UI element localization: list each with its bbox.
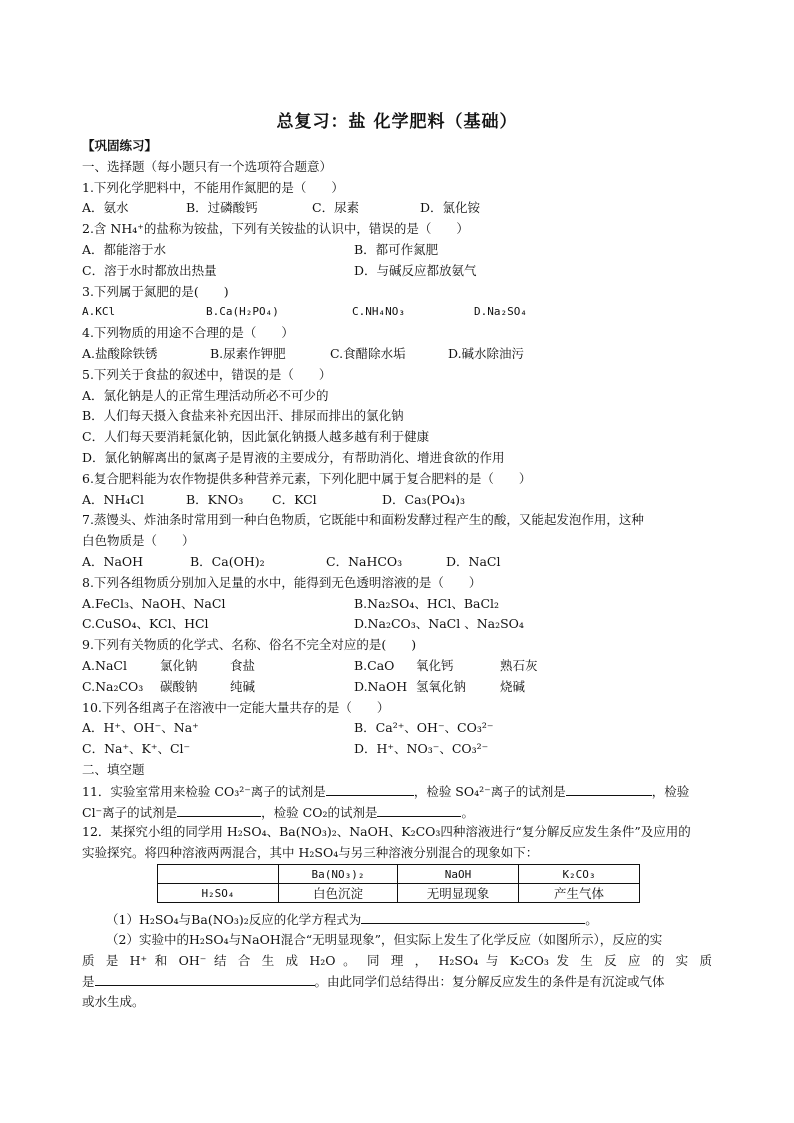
subquestion-2-line3 <box>82 971 712 992</box>
option-a: A.盐酸除铁锈 <box>82 345 158 361</box>
question-11-text: Cl⁻离子的试剂是 <box>82 804 178 820</box>
answer-blank[interactable] <box>361 909 585 924</box>
option-c: C．尿素 <box>312 200 360 216</box>
option-c: C.食醋除水垢 <box>330 345 406 361</box>
option-b: B.尿素作钾肥 <box>210 345 286 361</box>
option-a: A．NH₄Cl <box>82 491 144 507</box>
table-cell: 产生气体 <box>519 884 640 903</box>
subquestion-1-end: 。 <box>585 912 598 927</box>
option-c: C．NaHCO₃ <box>326 553 403 569</box>
option-b: B．Ca(OH)₂ <box>190 553 265 569</box>
option-d: D.碱水除油污 <box>448 345 525 361</box>
option-a: A．氨水 <box>82 200 129 216</box>
question-11-text: ，检验 SO₄²⁻离子的试剂是 <box>413 783 566 799</box>
common-name: 烧碱 <box>500 678 526 694</box>
question-12-stem-cont: 实验探究。将四种溶液两两混合，其中 H₂SO₄与另三种溶液分别混合的现象如下： <box>82 845 539 861</box>
option-a <box>82 656 354 677</box>
table-header-row <box>158 865 640 884</box>
formula: D.NaOH <box>354 678 408 694</box>
subquestion-2-text: 。由此同学们总结得出：复分解反应发生的条件是有沉淀或气体 <box>314 974 665 990</box>
question-9-options-row1 <box>82 656 712 677</box>
question-11-text: 11．实验室常用来检验 CO₃²⁻离子的试剂是 <box>82 783 326 799</box>
option-d: D．H⁺、NO₃⁻、CO₃²⁻ <box>354 741 489 757</box>
option-a: A．都能溶于水 <box>82 241 167 257</box>
option-a: A.FeCl₃、NaOH、NaCl <box>82 595 226 611</box>
question-11-text: ，检验 CO₂的试剂是 <box>261 804 378 820</box>
question-1-options <box>82 198 712 219</box>
section-badge: 【巩固练习】 <box>82 138 158 153</box>
subquestion-2-line2: 质 是 H⁺ 和 OH⁻ 结 合 生 成 H₂O 。 同 理 ， H₂SO₄ 与 K₂CO₃ 发 生 反 应 的 实 质 <box>82 952 712 968</box>
question-4-stem: 4.下列物质的用途不合理的是（ ） <box>82 325 294 341</box>
option-d: D.Na₂SO₄ <box>474 305 527 319</box>
option-c: C.CuSO₄、KCl、HCl <box>82 616 209 632</box>
option-b: B.Na₂SO₄、HCl、BaCl₂ <box>354 595 500 611</box>
option-d: D．氯化铵 <box>420 200 481 216</box>
question-10-stem: 10.下列各组离子在溶液中一定能大量共存的是（ ） <box>82 699 390 715</box>
table-cell: 白色沉淀 <box>279 884 398 903</box>
option-c: C．KCl <box>272 491 317 507</box>
chemical-name: 氯化钠 <box>160 657 198 673</box>
section-heading-fill: 二、填空题 <box>82 761 145 777</box>
question-7-stem-cont: 白色物质是（ ） <box>82 533 195 549</box>
question-8-options-row2 <box>82 614 712 635</box>
observation-table <box>157 864 640 903</box>
question-11-line2 <box>82 802 712 823</box>
option-c: C.NH₄NO₃ <box>352 305 405 319</box>
question-8-stem: 8.下列各组物质分别加入足量的水中，能得到无色透明溶液的是（ ） <box>82 574 482 590</box>
question-3-options <box>82 302 712 323</box>
question-5-stem: 5.下列关于食盐的叙述中，错误的是（ ） <box>82 366 332 382</box>
chemical-name: 碳酸钠 <box>160 678 198 694</box>
formula: B.CaO <box>354 657 395 673</box>
subquestion-2-line1: （2）实验中的H₂SO₄与NaOH混合“无明显现象”，但实际上发生了化学反应（如图所示），反应的实 <box>106 931 663 947</box>
option-a: A.KCl <box>82 305 116 319</box>
table-header-cell: K₂CO₃ <box>519 865 640 884</box>
question-6-options <box>82 490 712 511</box>
option-c <box>82 677 354 698</box>
question-9-stem: 9.下列有关物质的化学式、名称、俗名不完全对应的是( ) <box>82 637 417 653</box>
section-heading-choice: 一、选择题（每小题只有一个选项符合题意） <box>82 158 333 174</box>
answer-blank[interactable] <box>177 802 261 817</box>
option-d: D．与碱反应都放氨气 <box>354 262 477 278</box>
option-c: C．溶于水时都放出热量 <box>82 262 217 278</box>
option-b: B．Ca²⁺、OH⁻、CO₃²⁻ <box>354 720 494 736</box>
subquestion-1-text: （1）H₂SO₄与Ba(NO₃)₂反应的化学方程式为 <box>106 912 362 927</box>
table-header-cell: NaOH <box>398 865 519 884</box>
question-11-line1 <box>82 781 712 802</box>
table-row <box>158 884 640 903</box>
question-1-stem: 1.下列化学肥料中，不能用作氮肥的是（ ） <box>82 179 344 195</box>
question-2-options-row2 <box>82 261 712 282</box>
question-12-subquestions <box>82 909 712 1013</box>
question-11-text: ，检验 <box>651 783 690 799</box>
subquestion-2-text: 是 <box>82 974 95 990</box>
option-b <box>354 656 626 677</box>
question-3-stem: 3.下列属于氮肥的是( ) <box>82 283 229 299</box>
common-name: 纯碱 <box>230 678 256 694</box>
question-4-options <box>82 344 712 365</box>
option-b: B．都可作氮肥 <box>354 241 439 257</box>
question-10-options-row1 <box>82 718 712 739</box>
option-d: D．NaCl <box>446 553 501 569</box>
question-7-stem: 7.蒸馒头、炸油条时常用到一种白色物质，它既能中和面粉发酵过程产生的酸，又能起发泡作用，这种 <box>82 512 644 528</box>
question-2-options-row1 <box>82 240 712 261</box>
option-d <box>354 677 626 698</box>
option-a: A．NaOH <box>82 553 144 569</box>
answer-blank[interactable] <box>95 971 315 986</box>
option-b: B．KNO₃ <box>186 491 244 507</box>
formula: C.Na₂CO₃ <box>82 678 144 694</box>
option-c: C．人们每天要消耗氯化钠，因此氯化钠摄人越多越有利于健康 <box>82 429 430 445</box>
common-name: 食盐 <box>230 657 256 673</box>
question-2-stem: 2.含 NH₄⁺的盐称为铵盐，下列有关铵盐的认识中，错误的是（ ） <box>82 221 469 237</box>
subquestion-2-line4: 或水生成。 <box>82 994 145 1010</box>
option-d: D．氯化钠解离出的氯离子是胃液的主要成分，有帮助消化、增进食欲的作用 <box>82 449 505 465</box>
table-header-cell <box>158 865 279 884</box>
page-title: 总复习：盐 化学肥料（基础） <box>276 112 518 132</box>
table-cell: 无明显现象 <box>398 884 519 903</box>
common-name: 熟石灰 <box>500 657 538 673</box>
question-12-stem: 12．某探究小组的同学用 H₂SO₄、Ba(NO₃)₂、NaOH、K₂CO₃四种溶液进行“复分解反应发生条件”及应用的 <box>82 824 691 840</box>
chemical-name: 氧化钙 <box>416 657 454 673</box>
answer-blank[interactable] <box>326 781 414 796</box>
subquestion-1 <box>82 909 712 930</box>
question-6-stem: 6.复合肥料能为农作物提供多种营养元素，下列化肥中属于复合肥料的是（ ） <box>82 470 532 486</box>
worksheet-body <box>82 136 712 864</box>
question-8-options-row1 <box>82 594 712 615</box>
option-d: D．Ca₃(PO₄)₃ <box>382 491 465 507</box>
option-b: B．过磷酸钙 <box>186 200 258 216</box>
answer-blank[interactable] <box>377 802 461 817</box>
question-11-text: 。 <box>461 804 474 820</box>
option-a: A．H⁺、OH⁻、Na⁺ <box>82 720 199 736</box>
option-d: D.Na₂CO₃、NaCl 、Na₂SO₄ <box>354 616 524 632</box>
option-c: C．Na⁺、K⁺、Cl⁻ <box>82 741 191 757</box>
formula: A.NaCl <box>82 657 127 673</box>
option-a: A．氯化钠是人的正常生理活动所必不可少的 <box>82 387 329 403</box>
option-b: B．人们每天摄入食盐来补充因出汗、排尿而排出的氯化钠 <box>82 408 404 424</box>
answer-blank[interactable] <box>566 781 652 796</box>
table-header-cell: Ba(NO₃)₂ <box>279 865 398 884</box>
question-10-options-row2 <box>82 739 712 760</box>
question-9-options-row2 <box>82 677 712 698</box>
option-b: B.Ca(H₂PO₄) <box>206 305 279 319</box>
chemical-name: 氢氧化钠 <box>416 678 467 694</box>
question-7-options <box>82 552 712 573</box>
table-cell: H₂SO₄ <box>158 884 279 903</box>
